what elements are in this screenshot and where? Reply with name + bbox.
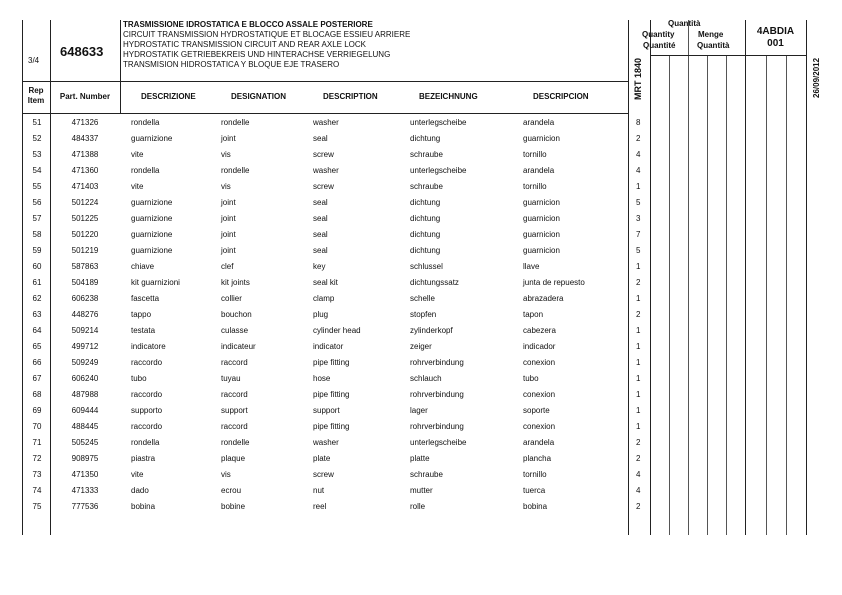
col-bezeichnung: BEZEICHNUNG [419, 92, 478, 101]
descripcion-cell: guarnicion [523, 246, 560, 255]
descrizione-cell: indicatore [131, 342, 166, 351]
rep-cell: 53 [32, 150, 42, 159]
bezeichnung-cell: rohrverbindung [410, 422, 464, 431]
descripcion-cell: llave [523, 262, 540, 271]
description-cell: screw [313, 470, 334, 479]
descripcion-cell: tornillo [523, 150, 547, 159]
descripcion-cell: conexion [523, 390, 556, 399]
designation-cell: rondelle [221, 438, 250, 447]
descrizione-cell: guarnizione [131, 134, 173, 143]
qty-grid-1 [669, 55, 670, 535]
descripcion-cell: arandela [523, 166, 555, 175]
menge-de: Menge [698, 30, 724, 39]
qty-grid-6 [786, 55, 787, 535]
col-rep-line2: Item [27, 96, 45, 105]
designation-cell: vis [221, 182, 231, 191]
quantity-cell: 3 [636, 214, 641, 223]
table-row [0, 212, 641, 228]
designation-cell: collier [221, 294, 242, 303]
rep-cell: 73 [32, 470, 42, 479]
part-number-cell: 471403 [71, 182, 99, 191]
description-cell: clamp [313, 294, 335, 303]
part-number-cell: 501225 [71, 214, 99, 223]
part-number-cell: 606240 [71, 374, 99, 383]
table-row [0, 468, 641, 484]
quantity-cell: 1 [636, 294, 641, 303]
header-bottom-line [22, 81, 628, 82]
designation-cell: ecrou [221, 486, 242, 495]
quantity-cell: 5 [636, 198, 641, 207]
qty-grid-2 [688, 20, 689, 535]
model-code: 4ABDIA [756, 26, 795, 37]
designation-cell: bouchon [221, 310, 252, 319]
descrizione-cell: vite [131, 182, 144, 191]
quantity-cell: 2 [636, 310, 641, 319]
descripcion-cell: tornillo [523, 182, 547, 191]
rep-cell: 59 [32, 246, 42, 255]
title-fr: CIRCUIT TRANSMISSION HYDROSTATIQUE ET BLOCAGE ESSIEU ARRIERE [123, 30, 411, 39]
designation-cell: joint [221, 198, 236, 207]
description-cell: washer [313, 118, 339, 127]
rep-cell: 61 [32, 278, 42, 287]
model-variant: 001 [767, 38, 784, 49]
description-cell: key [313, 262, 326, 271]
rep-cell: 68 [32, 390, 42, 399]
bezeichnung-cell: dichtung [410, 214, 441, 223]
designation-cell: bobine [221, 502, 246, 511]
col-part-number: Part. Number [59, 92, 111, 101]
quantity-cell: 1 [636, 374, 641, 383]
designation-cell: rondelle [221, 166, 250, 175]
part-number-cell: 471360 [71, 166, 99, 175]
rep-cell: 67 [32, 374, 42, 383]
descripcion-cell: guarnicion [523, 214, 560, 223]
descrizione-cell: tubo [131, 374, 147, 383]
col-rep-line1: Rep [28, 86, 44, 95]
descrizione-cell: dado [131, 486, 149, 495]
part-number-cell: 501220 [71, 230, 99, 239]
qty-grid-3 [707, 55, 708, 535]
descrizione-cell: raccordo [131, 422, 163, 431]
descrizione-cell: testata [131, 326, 156, 335]
table-row [0, 292, 641, 308]
bezeichnung-cell: dichtung [410, 198, 441, 207]
rep-cell: 55 [32, 182, 42, 191]
part-number-cell: 509249 [71, 358, 99, 367]
descrizione-cell: chiave [131, 262, 155, 271]
rep-cell: 71 [32, 438, 42, 447]
description-cell: seal [313, 246, 328, 255]
quantita-es: Quantità [697, 41, 730, 50]
bezeichnung-cell: schelle [410, 294, 435, 303]
rep-cell: 66 [32, 358, 42, 367]
descrizione-cell: bobina [131, 502, 156, 511]
table-row [0, 196, 641, 212]
descrizione-cell: vite [131, 150, 144, 159]
designation-cell: rondelle [221, 118, 250, 127]
quantity-cell: 4 [636, 486, 641, 495]
descrizione-cell: guarnizione [131, 246, 173, 255]
bezeichnung-cell: rohrverbindung [410, 358, 464, 367]
table-row [0, 484, 641, 500]
title-en: HYDROSTATIC TRANSMISSION CIRCUIT AND REAR AXLE LOCK [123, 40, 367, 49]
part-number-cell: 471333 [71, 486, 99, 495]
bezeichnung-cell: schlussel [410, 262, 443, 271]
description-cell: pipe fitting [313, 422, 350, 431]
rep-cell: 51 [32, 118, 42, 127]
quantity-cell: 1 [636, 262, 641, 271]
description-cell: indicator [313, 342, 344, 351]
quantity-cell: 1 [636, 182, 641, 191]
table-row [0, 500, 641, 516]
part-number-cell: 908975 [71, 454, 99, 463]
descrizione-cell: fascetta [131, 294, 160, 303]
table-row [0, 404, 641, 420]
descrizione-cell: supporto [131, 406, 163, 415]
table-row [0, 276, 641, 292]
descripcion-cell: guarnicion [523, 230, 560, 239]
qty-grid-4 [726, 55, 727, 535]
descripcion-cell: cabezera [523, 326, 556, 335]
quantity-cell: 1 [636, 342, 641, 351]
rep-cell: 64 [32, 326, 42, 335]
bezeichnung-cell: rolle [410, 502, 426, 511]
description-cell: screw [313, 150, 334, 159]
quantity-cell: 4 [636, 470, 641, 479]
col-rep [22, 86, 50, 106]
designation-cell: joint [221, 230, 236, 239]
table-row [0, 388, 641, 404]
quantity-fr: Quantité [643, 41, 676, 50]
quantity-cell: 4 [636, 150, 641, 159]
rep-cell: 65 [32, 342, 42, 351]
rep-cell: 70 [32, 422, 42, 431]
part-number-cell: 509214 [71, 326, 99, 335]
quantity-cell: 8 [636, 118, 641, 127]
descrizione-cell: guarnizione [131, 214, 173, 223]
table-row [0, 436, 641, 452]
descripcion-cell: tuerca [523, 486, 546, 495]
table-row [0, 420, 641, 436]
qty-grid-5 [766, 55, 767, 535]
designation-cell: support [221, 406, 248, 415]
descripcion-cell: arandela [523, 118, 555, 127]
part-number-cell: 609444 [71, 406, 99, 415]
rep-cell: 58 [32, 230, 42, 239]
quantity-cell: 5 [636, 246, 641, 255]
rep-cell: 74 [32, 486, 42, 495]
date: 26/09/2012 [812, 57, 821, 98]
quantity-cell: 1 [636, 358, 641, 367]
part-number-cell: 587863 [71, 262, 99, 271]
bezeichnung-cell: zylinderkopf [410, 326, 453, 335]
quantity-label: Quantità [668, 19, 701, 28]
descripcion-cell: tornillo [523, 470, 547, 479]
part-number-cell: 471388 [71, 150, 99, 159]
description-cell: seal [313, 230, 328, 239]
description-cell: washer [313, 166, 339, 175]
quantity-cell: 2 [636, 454, 641, 463]
bezeichnung-cell: unterlegscheibe [410, 118, 467, 127]
table-row [0, 180, 641, 196]
designation-cell: plaque [221, 454, 246, 463]
bezeichnung-cell: platte [410, 454, 430, 463]
descrizione-cell: guarnizione [131, 198, 173, 207]
designation-cell: joint [221, 214, 236, 223]
descripcion-cell: indicador [523, 342, 556, 351]
designation-cell: joint [221, 134, 236, 143]
designation-cell: raccord [221, 422, 248, 431]
quantity-cell: 4 [636, 166, 641, 175]
description-cell: pipe fitting [313, 390, 350, 399]
bezeichnung-cell: stopfen [410, 310, 437, 319]
bezeichnung-cell: unterlegscheibe [410, 438, 467, 447]
bezeichnung-cell: rohrverbindung [410, 390, 464, 399]
descrizione-cell: rondella [131, 118, 160, 127]
descrizione-cell: rondella [131, 166, 160, 175]
title-it: TRASMISSIONE IDROSTATICA E BLOCCO ASSALE POSTERIORE [123, 20, 373, 29]
table-row [0, 228, 641, 244]
description-cell: support [313, 406, 340, 415]
bezeichnung-cell: dichtung [410, 230, 441, 239]
quantity-cell: 1 [636, 390, 641, 399]
designation-cell: culasse [221, 326, 249, 335]
table-row [0, 116, 641, 132]
bezeichnung-cell: mutter [410, 486, 433, 495]
descrizione-cell: raccordo [131, 390, 163, 399]
rep-cell: 54 [32, 166, 42, 175]
quantity-cell: 2 [636, 134, 641, 143]
designation-cell: indicateur [221, 342, 256, 351]
description-cell: seal [313, 134, 328, 143]
bezeichnung-cell: schraube [410, 470, 443, 479]
quantity-cell: 1 [636, 422, 641, 431]
part-number-cell: 501219 [71, 246, 99, 255]
description-cell: seal [313, 214, 328, 223]
descripcion-cell: guarnicion [523, 134, 560, 143]
descripcion-cell: tubo [523, 374, 539, 383]
page-number: 3/4 [28, 56, 40, 65]
designation-cell: joint [221, 246, 236, 255]
bezeichnung-cell: unterlegscheibe [410, 166, 467, 175]
rep-cell: 56 [32, 198, 42, 207]
table-row [0, 164, 641, 180]
descripcion-cell: guarnicion [523, 198, 560, 207]
col-description: DESCRIPTION [323, 92, 378, 101]
part-number-cell: 488445 [71, 422, 99, 431]
description-cell: nut [313, 486, 325, 495]
designation-cell: vis [221, 470, 231, 479]
descripcion-cell: junta de repuesto [523, 278, 585, 287]
table-row [0, 132, 641, 148]
description-cell: plug [313, 310, 329, 319]
table-row [0, 356, 641, 372]
table-row [0, 244, 641, 260]
rep-cell: 52 [32, 134, 42, 143]
descrizione-cell: vite [131, 470, 144, 479]
designation-cell: tuyau [221, 374, 241, 383]
table-row [0, 372, 641, 388]
part-number-cell: 484337 [71, 134, 99, 143]
rep-cell: 57 [32, 214, 42, 223]
quantity-cell: 2 [636, 502, 641, 511]
designation-cell: kit joints [221, 278, 250, 287]
col-descripcion: DESCRIPCION [533, 92, 589, 101]
table-row [0, 324, 641, 340]
bezeichnung-cell: zeiger [410, 342, 432, 351]
rep-cell: 63 [32, 310, 42, 319]
part-number-cell: 499712 [71, 342, 99, 351]
part-number-cell: 471350 [71, 470, 99, 479]
part-number-cell: 606238 [71, 294, 99, 303]
quantity-cell: 2 [636, 278, 641, 287]
descripcion-cell: conexion [523, 422, 556, 431]
bezeichnung-cell: schraube [410, 150, 443, 159]
quantity-cell: 2 [636, 438, 641, 447]
designation-cell: raccord [221, 358, 248, 367]
descripcion-cell: abrazadera [523, 294, 564, 303]
descrizione-cell: guarnizione [131, 230, 173, 239]
machine-divider [650, 20, 651, 535]
columns-bottom-line [22, 113, 628, 114]
table-row [0, 452, 641, 468]
descrizione-cell: piastra [131, 454, 156, 463]
rep-cell: 69 [32, 406, 42, 415]
descripcion-cell: tapon [523, 310, 544, 319]
table-row [0, 260, 641, 276]
designation-cell: vis [221, 150, 231, 159]
right-border [806, 20, 807, 535]
qty-right-divider [745, 20, 746, 535]
description-cell: washer [313, 438, 339, 447]
rep-cell: 62 [32, 294, 42, 303]
descrizione-cell: rondella [131, 438, 160, 447]
bezeichnung-cell: schraube [410, 182, 443, 191]
description-cell: seal [313, 198, 328, 207]
descrizione-cell: tappo [131, 310, 152, 319]
description-cell: hose [313, 374, 331, 383]
quantity-en: Quantity [642, 30, 675, 39]
description-cell: pipe fitting [313, 358, 350, 367]
title-es: TRANSMISION HIDROSTATICA Y BLOQUE EJE TRASERO [123, 60, 340, 69]
machine-code: MRT 1840 [633, 57, 643, 100]
part-number-cell: 504189 [71, 278, 99, 287]
descripcion-cell: plancha [523, 454, 552, 463]
bezeichnung-cell: dichtung [410, 134, 441, 143]
title-block [123, 20, 410, 70]
part-number-cell: 505245 [71, 438, 99, 447]
part-number-cell: 487988 [71, 390, 99, 399]
descripcion-cell: arandela [523, 438, 555, 447]
quantity-cell: 7 [636, 230, 641, 239]
col-descrizione: DESCRIZIONE [141, 92, 196, 101]
description-cell: reel [313, 502, 327, 511]
description-cell: cylinder head [313, 326, 361, 335]
descripcion-cell: soporte [523, 406, 550, 415]
quantity-cell: 1 [636, 406, 641, 415]
part-number-cell: 501224 [71, 198, 99, 207]
description-cell: seal kit [313, 278, 338, 287]
part-number-cell: 777536 [71, 502, 99, 511]
descrizione-cell: raccordo [131, 358, 163, 367]
col-designation: DESIGNATION [231, 92, 286, 101]
title-left-divider [120, 20, 121, 113]
descripcion-cell: conexion [523, 358, 556, 367]
part-number-cell: 471326 [71, 118, 99, 127]
table-row [0, 340, 641, 356]
bezeichnung-cell: schlauch [410, 374, 442, 383]
descrizione-cell: kit guarnizioni [131, 278, 180, 287]
quantity-cell: 1 [636, 326, 641, 335]
bezeichnung-cell: lager [410, 406, 428, 415]
part-number-cell: 448276 [71, 310, 99, 319]
description-cell: plate [313, 454, 331, 463]
rep-cell: 60 [32, 262, 42, 271]
rep-cell: 75 [32, 502, 42, 511]
description-cell: screw [313, 182, 334, 191]
table-row [0, 308, 641, 324]
title-de: HYDROSTATIK GETRIEBEKREIS UND HINTERACHSE VERRIEGELUNG [123, 50, 391, 59]
descripcion-cell: bobina [523, 502, 548, 511]
designation-cell: raccord [221, 390, 248, 399]
bezeichnung-cell: dichtungssatz [410, 278, 459, 287]
group-number: 648633 [60, 44, 104, 59]
table-row [0, 148, 641, 164]
rep-cell: 72 [32, 454, 42, 463]
bezeichnung-cell: dichtung [410, 246, 441, 255]
designation-cell: clef [221, 262, 234, 271]
qty-header-line [650, 55, 806, 56]
